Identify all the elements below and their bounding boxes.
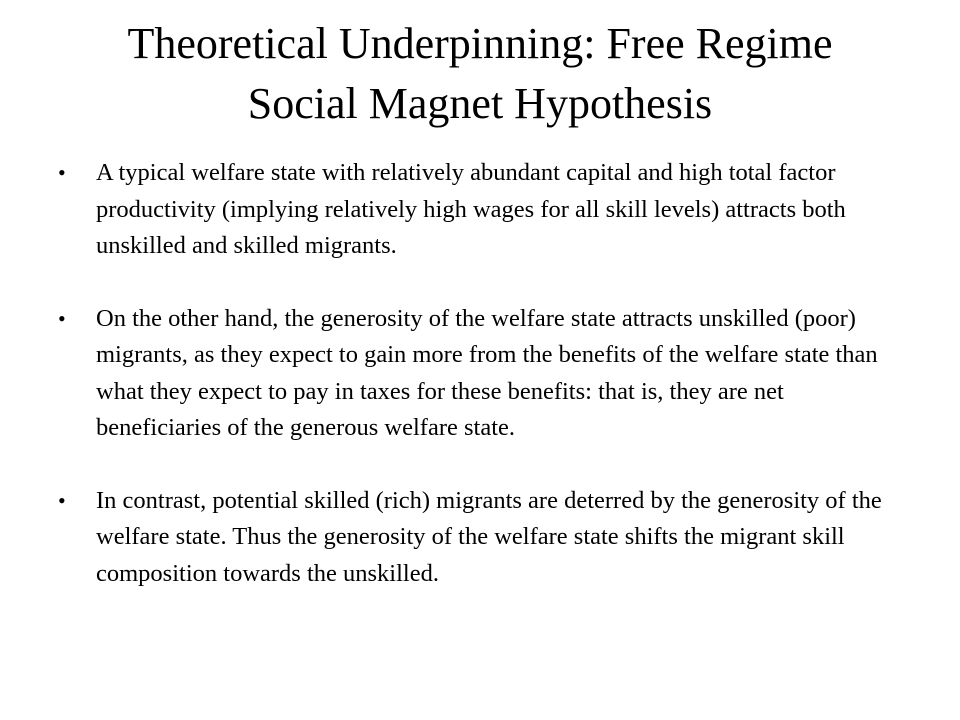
- title-line-1: Theoretical Underpinning: Free Regime: [127, 19, 833, 68]
- bullet-item: [58, 483, 888, 593]
- bullet-item: [58, 301, 888, 447]
- title-line-2: Social Magnet Hypothesis: [247, 79, 713, 128]
- bullet-item: [58, 155, 888, 265]
- bullet-text: A typical welfare state with relatively abundant capital and high total factor productivity (implying relatively high wages for all skill levels) attracts both unskilled and skilled migrants.: [96, 159, 846, 259]
- bullet-text: In contrast, potential skilled (rich) migrants are deterred by the generosity of the welfare state. Thus the generosity of the welfare state shifts the migrant skill composition towards the unskilled.: [96, 486, 882, 587]
- bullet-list: [58, 155, 888, 628]
- bullet-text: On the other hand, the generosity of the welfare state attracts unskilled (poor) migrants, as they expect to gain more from the benefits of the welfare state than what they expect to pay in taxes for these benefits: that is, they are net beneficiaries of the generous welfare state.: [96, 304, 878, 441]
- bullet-dot-icon: •: [58, 160, 66, 185]
- bullet-dot-icon: •: [58, 305, 66, 331]
- bullet-dot-icon: •: [58, 487, 66, 513]
- slide-title: [0, 14, 960, 134]
